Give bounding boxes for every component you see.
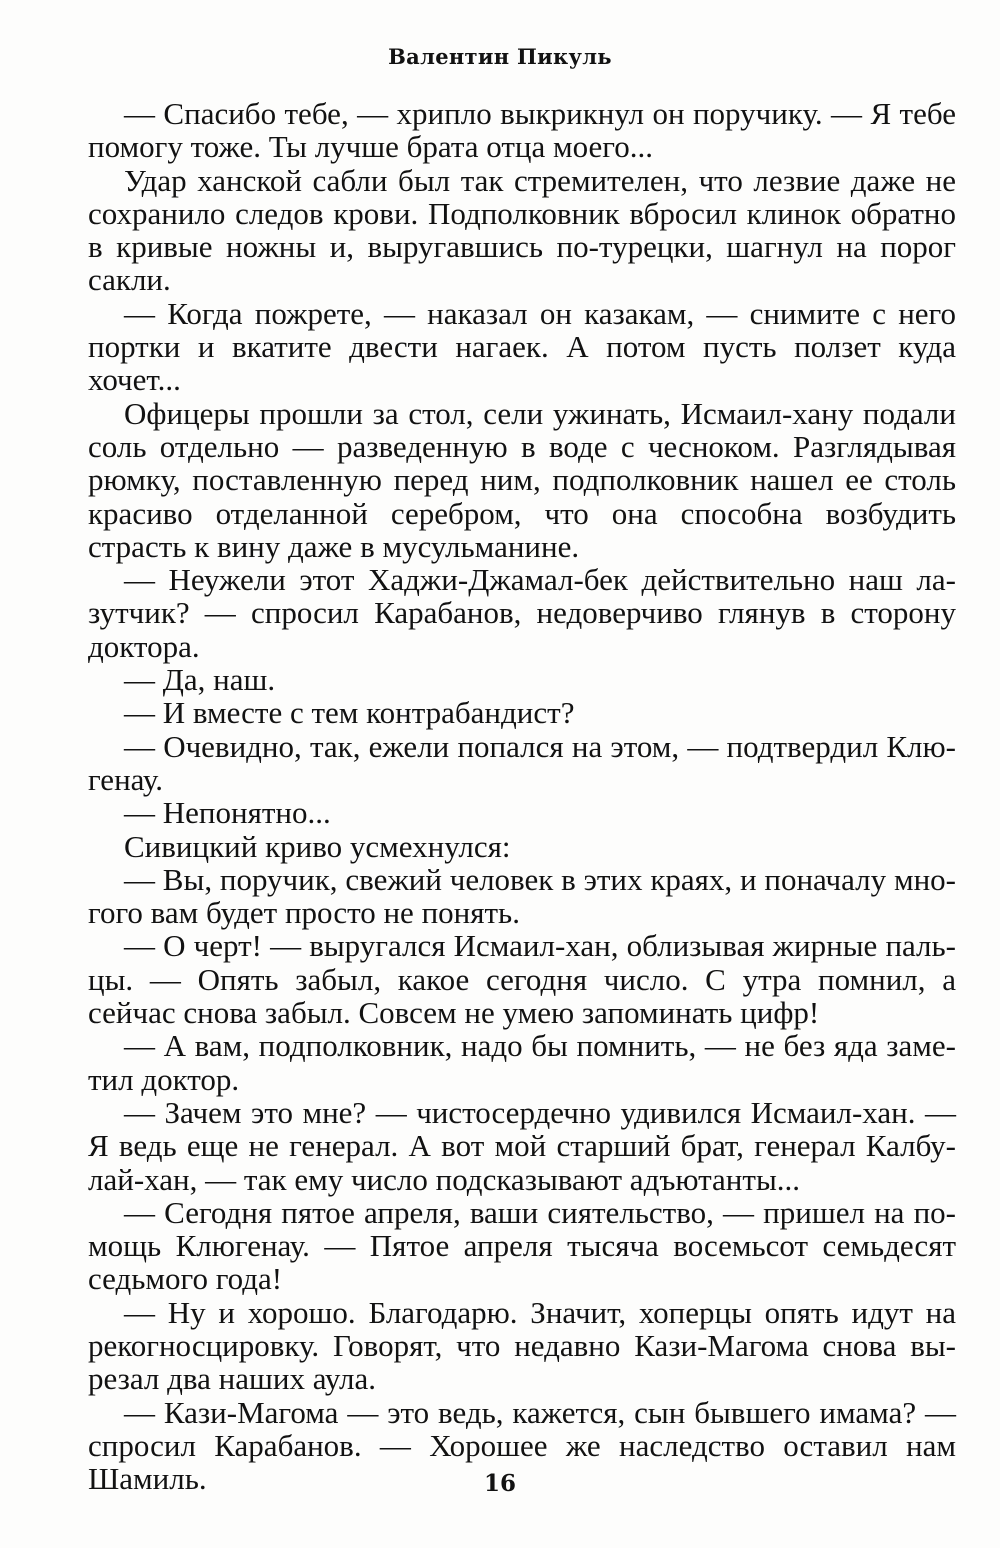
running-header-author: Валентин Пикуль [388,44,612,69]
paragraph-9: — Непонятно... [124,795,331,831]
paragraph-3: — Когда пожрете, — наказал он казакам, — снимите с него портки и вкатите двести нагаек. А потом пусть ползет куда хочет... [88,295,956,398]
paragraph-1: — Спасибо тебе, — хрипло выкрикнул он поручику. — Я тебе помогу тоже. Ты лучше брата отца моего... [88,96,956,165]
paragraph-13: — А вам, подполковник, надо бы помнить, — не без яда заметил доктор. [88,1028,956,1097]
paragraph-15: — Сегодня пятое апреля, ваши сиятельство, — пришел на помощь Клюгенау. — Пятое апреля тысяча восемьсот семьдесят седьмого года! [88,1194,956,1297]
paragraph-12: — О черт! — выругался Исмаил-хан, облизывая жирные пальцы. — Опять забыл, какое сегодня число. С утра помнил, а сейчас снова забыл. Совсем не умею запоминать цифр! [88,928,956,1031]
paragraph-14: — Зачем это мне? — чистосердечно удивился Исмаил-хан. — Я ведь еще не генерал. А вот мой старший брат, генерал Калбулай-хан, — так ему число подсказывают адъютанты... [88,1094,956,1197]
paragraph-5: — Неужели этот Хаджи-Джамал-бек действительно наш лазутчик? — спросил Карабанов, недоверчиво глянув в сторону доктора. [88,562,956,664]
paragraph-6: — Да, наш. [124,662,276,698]
paragraph-16: — Ну и хорошо. Благодарю. Значит, хоперцы опять идут на рекогносцировку. Говорят, что недавно Кази-Магома снова вырезал два наших аула. [88,1294,956,1397]
paragraph-2: Удар ханской сабли был так стремителен, что лезвие даже не сохранило следов крови. Подполковник вбросил клинок обратно в кривые ножны и, выругавшись по-турецки, шагнул на порог сакли. [88,162,956,298]
paragraph-10: Сивицкий криво усмехнулся: [124,828,511,864]
page-number: 16 [483,1470,516,1497]
paragraph-8: — Очевидно, так, ежели попался на этом, — подтвердил Клюгенау. [88,728,956,797]
paragraph-11: — Вы, поручик, свежий человек в этих краях, и поначалу многого вам будет просто не понять. [88,861,956,931]
paragraph-7: — И вместе с тем контрабандист? [124,695,575,731]
paragraph-4: Офицеры прошли за стол, сели ужинать, Исмаил-хану подали соль отдельно — разведенную в воде с чесноком. Разглядывая рюмку, поставленную перед ним, подполковник нашел ее столь красиво отделанной серебром, что она способна возбудить страсть к вину даже в мусульманине. [88,395,956,564]
page-body [88,97,956,1495]
paragraph-17: — Кази-Магома — это ведь, кажется, сын бывшего имама? — спросил Карабанов. — Хорошее же наследство оставил нам Шамиль. [88,1394,956,1497]
